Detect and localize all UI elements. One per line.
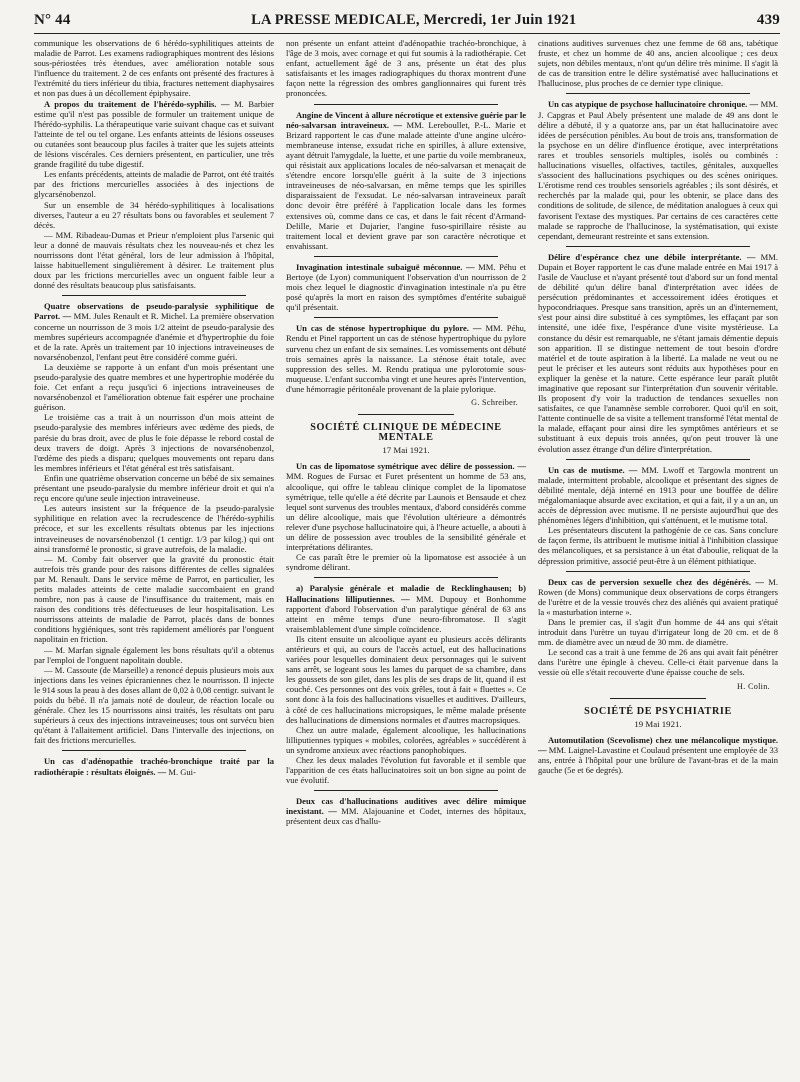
paragraph <box>286 725 526 755</box>
article-heading: Quatre observations de pseudo-paralysie syphilitique de Parrot. — <box>34 301 274 322</box>
paragraph-text: — MM. Ribadeau-Dumas et Prieur n'emploient plus l'arsenic qui leur a donné de mauvais résultats chez les nouveau-nés et chez les nourrissons dont l'état général, lors de leur admission à l'hôpital, laisse habituellement singulièrement à désirer. Le traitement plus doux par les frictions mercurielles avec un onguent faible leur a donné des résultats beaucoup plus satisfaisants. <box>34 229 274 291</box>
paragraph <box>34 665 274 746</box>
paragraph <box>34 169 274 199</box>
column-3 <box>538 38 778 827</box>
issue-number: N° 44 <box>34 12 71 28</box>
newspaper-page <box>34 12 780 827</box>
paragraph-text: Le second cas a trait à une femme de 26 ans qui avait fait pénétrer dans l'urètre une épingle à cheveu. Celle-ci était parvenue dans la vessie où elle s'était recouverte d'une épaisse couche de sels. <box>538 647 778 678</box>
paragraph <box>286 755 526 785</box>
paragraph-text: MM. Péhu et Bertoye (de Lyon) communiquent l'observation d'un nourrisson de 2 mois chez lequel le diagnostic d'invagination intestinale n'a pu être posé qu'après la mort en raison des symptômes d'entérite subaiguë qu'il présentait. <box>286 261 527 313</box>
section-divider <box>314 317 498 318</box>
paragraph <box>34 38 274 99</box>
paragraph <box>286 583 526 633</box>
paragraph-text: MM. Rogues de Fursac et Furet présentent un homme de 53 ans, alcoolique, qui offre le tableau clinique complet de la lipomatose symétrique, telle qu'elle a été décrite par Launois et Bensaude et chez lequel sont survenus des troubles mentaux, d'abord considérés comme un délire alcoolique, mais que l'évolution ultérieure a démontrés relever d'une psychose hallucinatoire qui, à l'heure actuelle, a abouti à un délire de possession avec troubles de la sensibilité générale et interprétations délirantes. <box>286 471 526 553</box>
paragraph <box>34 645 274 665</box>
column-2 <box>286 38 526 827</box>
paragraph-text: MM. Dupain et Boyer rapportent le cas d'une malade entrée en Mai 1917 à l'asile de Vaucluse et n'ayant présenté tout d'abord sur un fond mental de débilité qu'un délire banal d'interprétation avec idées de persécution prédominantes et accessoirement idées érotiques et hypocondriaques. Presque sans transition, après un an d'internement, s'est pour ainsi dire substitué à ces symptômes, les effaçant par son intensité, une idée fixe, l'espérance d'une visite mystérieuse. La constance du désir est remarquable, ne s'étant jamais démentie depuis son apparition. Il se distingue nettement de tout besoin d'ordre matériel et de toute aspiration à la liberté. La malade ne veut ou ne peut le préciser et les auteurs sont réduits aux hypothèses pour en expliquer la genèse et la nature. Cette espérance leur paraît plutôt imaginative que reposant sur l'interprétation d'un souvenir véritable. Ils proposent d'y voir la traduction de tendances sexuelles non satisfaites, ce que l'anamnèse semble corroborer. Quoi qu'il en soit, l'attente continuelle de sa visite a tellement transformé l'état mental de la malade, effaçant pour ainsi dire les symptômes antérieurs et se substituant à eux depuis trois années, qu'on peut trouver là une évolution assez étrange d'un délire d'interprétation. <box>538 251 778 454</box>
article-heading: Invagination intestinale subaiguë méconnue. — <box>296 261 479 272</box>
article-heading: Un cas de mutisme. — <box>548 464 642 475</box>
article-heading: Un cas de lipomatose symétrique avec délire de possession. — <box>296 461 526 472</box>
paragraph <box>538 99 778 240</box>
paragraph-text: Enfin une quatrième observation concerne un bébé de six semaines présentant une pseudo-paralysie du membre inférieur droit et qui n'a reçu encore qu'une seule injection intraveineuse. <box>34 472 274 504</box>
article-heading: Délire d'espérance chez une débile interprétante. — <box>548 251 761 262</box>
paragraph <box>538 617 778 647</box>
paragraph <box>34 756 274 776</box>
paragraph <box>538 577 778 617</box>
society-date: 17 Mai 1921. <box>382 445 430 456</box>
paragraph-text: Chez un autre malade, également alcoolique, les hallucinations lilliputiennes typiques « mobiles, colorées, agréables » succédèrent à un syndrome anxieux avec réactions panophobiques. <box>286 724 526 755</box>
page-number: 439 <box>756 12 780 28</box>
article-heading: Deux cas d'hallucinations auditives avec délire mimique inexistant. — <box>286 796 526 817</box>
section-divider <box>314 577 498 578</box>
paragraph-text: Les auteurs insistent sur la fréquence de la pseudo-paralysie syphilitique en relation avec la recrudescence de l'hérédo-syphilis précoce, et sur les excellents résultats obtenus par les injections intraveineuses de novarsénobenzol (1 centigr. 1/3 par kilog.) qui ont ainsi transformé le pronostic, si grave autrefois, de la maladie. <box>34 503 274 554</box>
paragraph-text: communique les observations de 6 hérédo-syphilitiques atteints de maladie de Parrot. Les examens radiographiques montrent des lésions sous-périostées très étendues, avec amélioration notable sous l'influence du traitement. 2 de ces enfants ont présenté des fractures à l'extrémité du tiers inférieur du tibia, fractures nettement diaphysaires et non pas dues à un décollement épiphysaire. <box>34 38 274 99</box>
paragraph-text: MM. Lwoff et Targowla montrent un malade, intermittent probable, alcoolique et présentant des signes de débilité mentale, déjà interné en 1913 pour une bouffée de délire mégalomaniaque absurde avec excitation, et qui a fait, il y a un an, un accès de dépression avec mutisme. Il ne persiste aujourd'hui que des phénomènes légers d'inhibition, qui s'atténuent, et le mutisme total. <box>538 464 778 526</box>
paragraph <box>34 230 274 291</box>
paragraph-text: Les enfants précédents, atteints de maladie de Parrot, ont été traités par des frictions mercurielles associées à des injections de glycarsénobenzol. <box>34 169 274 200</box>
paragraph <box>286 796 526 826</box>
paragraph-text: cinations auditives survenues chez une femme de 68 ans, tabétique fruste, et chez un homme de 40 ans, ancien alcoolique ; ces deux sujets, non débiles mentaux, n'ont qu'un délire très minime. Il s'agit là de cas de transition entre le délire systématisé avec hallucinations et l'hallucinose, plus proches de ce dernier type clinique. <box>538 38 778 89</box>
article-heading: Un cas atypique de psychose hallucinatoire chronique. — <box>548 99 761 110</box>
section-divider <box>566 246 750 247</box>
paragraph <box>538 38 778 88</box>
section-divider <box>314 790 498 791</box>
article-heading: Un cas de sténose hypertrophique du pylore. — <box>296 323 486 334</box>
paragraph <box>34 473 274 503</box>
column-1 <box>34 38 274 827</box>
paragraph <box>538 525 778 565</box>
article-heading: Un cas d'adénopathie trachéo-bronchique traité par la radiothérapie : résultats éloignés. — <box>34 756 274 777</box>
paragraph-text: M. Gui- <box>168 766 196 777</box>
paragraph-text: MM. Alajouanine et Codet, internes des hôpitaux, présentent deux cas d'hallu- <box>286 806 526 827</box>
paragraph-text: Dans le premier cas, il s'agit d'un homme de 44 ans qui s'était introduit dans l'urètre un tuyau d'irrigateur long de 20 cm. et de 8 mm. de diamètre avec un nœud de 30 mm. de diamètre. <box>538 616 778 648</box>
section-divider <box>62 295 246 296</box>
section-divider <box>62 750 246 751</box>
paragraph-text: M. Barbier estime qu'il n'est pas possible de formuler un traitement unique de l'hérédo-syphilis. La thérapeutique varie suivant chaque cas et suivant l'atteinte de tel ou tel organe. Les enfants atteints de lésions osseuses ou cutanées sont beaucoup plus faciles à traiter que les sujets atteints de lésions viscérales. Ces derniers présentent, en particulier, une très grande fragilité du tube digestif. <box>34 98 274 170</box>
society-title: SOCIÉTÉ DE PSYCHIATRIE <box>584 705 732 717</box>
paragraph <box>34 99 274 170</box>
paragraph <box>34 200 274 230</box>
article-heading: A propos du traitement de l'hérédo-syphilis. — <box>44 98 235 109</box>
paragraph <box>34 503 274 553</box>
paragraph-text: Ce cas paraît être le premier où la lipomatose est associée à un syndrome délirant. <box>286 552 526 573</box>
section-divider <box>610 698 706 699</box>
paragraph <box>286 552 526 572</box>
section-divider <box>314 256 498 257</box>
page-header <box>34 12 780 34</box>
paragraph <box>34 412 274 473</box>
paragraph-text: — M. Marfan signale également les bons résultats qu'il a obtenus par l'emploi de l'onguent napolitain double. <box>34 644 274 665</box>
paragraph <box>538 735 778 775</box>
paragraph-text: Ils citent ensuite un alcoolique ayant eu plusieurs accès délirants antérieurs et qui, au cours de l'accès actuel, eut des hallucinations variées pour lesquelles dominaient deux personnages qui le suivent sans arrêt, se logeant sous les lames du parquet de sa chambre, dans les goussets de son gilet, dans les plis de ses draps de lit, quand il est couché. Ces personnes ont des voix grêles, tout à fait « fluettes ». Ce sont donc à la fois des hallucinations visuelles et auditives. D'ailleurs, à côté de ces hallucinations micropsiques, le même malade présente des hallucinations de dimensions normales et d'autres macropsiques. <box>286 633 526 725</box>
paragraph <box>538 465 778 526</box>
issue-date: Mercredi, 1er Juin 1921 <box>423 12 577 28</box>
paragraph-text: MM. Dupouy et Bonhomme rapportent d'abord l'observation d'un paralytique général de 63 ans atteint en même temps d'une neuro-fibromatose. Il s'agit vraisemblablement d'une simple coïncidence. <box>286 593 526 634</box>
section-divider <box>566 459 750 460</box>
paragraph-text: MM. Laignel-Lavastine et Coulaud présentent une employée de 33 ans, entrée à l'hôpital pour une brûlure de l'avant-bras et de la main gauche (5e et 6e degrés). <box>538 744 778 776</box>
paragraph-text: — M. Cassoute (de Marseille) a renoncé depuis plusieurs mois aux injections dans les veines épicraniennes chez le nourrisson. Il injecte le 914 sous la peau à des doses allant de 0,02 à 0,08 centigr. suivant le poids du bébé. Il n'a jamais noté de douleur, de réaction locale ou générale. Chez les 15 nourrissons ainsi traités, les résultats ont paru supérieurs à ceux des injections intraveineuses; tous ont survécu bien qu'étant à l'allaitement artificiel. Dans l'intervalle des injections, on fait des frictions mercurielles. <box>34 664 274 746</box>
society-date: 19 Mai 1921. <box>634 718 682 729</box>
section-divider <box>566 571 750 572</box>
paragraph-text: Les présentateurs discutent la pathogénie de ce cas. Sans conclure de façon ferme, ils attribuent le mutisme initial à l'inhibition classique des mélancoliques, et sa persistance à un état d'aboulie, reliquat de la dépression primitive, associé peut-être à un élément pithiatique. <box>538 525 778 566</box>
paragraph-text: MM. Jules Renault et R. Michel. La première observation concerne un nourrisson de 3 mois 1/2 atteint de pseudo-paralysie des membres supérieurs accompagnée d'anémie et d'hypertrophie du foie et de la rate. Après un traitement par 10 injections intraveineuses de novarsénobenzol, l'enfant peut être considéré comme guéri. <box>34 311 275 362</box>
paragraph <box>34 301 274 362</box>
author-signature: G. Schreiber. <box>471 398 518 407</box>
paragraph-text: — M. Comby fait observer que la gravité du pronostic était autrefois très grande pour des raisons différentes de celles signalées par M. Renault. Dans le service même de Parrot, en particulier, les petits malades atteints de cette maladie succombaient en grand nombre, non pas à cause de l'insuffisance du traitement, mais en raison des conditions très défectueuses de leur hospitalisation. Les nourrissons atteints de maladie de Parrot, placés dans de bonnes conditions hygiéniques, sont très rapidement améliorés par l'onguent napolitain en friction. <box>34 553 274 645</box>
paragraph-text: La deuxième se rapporte à un enfant d'un mois présentant une pseudo-paralysie des quatre membres et une hypertrophie modérée du foie. Cet enfant a reçu jusqu'ici 6 injections intraveineuses de novarsénobenzol et l'amélioration obtenue fait espérer une prochaine guérison. <box>34 361 274 413</box>
paragraph-text: MM. Lereboullet, P.-L. Marie et Brizard rapportent le cas d'une malade atteinte d'une angine ulcéro-membraneuse intense, exsudat riche en spirilles, à allure extensive, ayant détruit l'amygdale, la luette, et une partie du voile membraneux, qui résistait aux applications locales de néo-salvarsan et menaçait de s'étendre encore lorsqu'elle guérit à la suite de 3 injections intraveineuses de néo-salvarsan, en même temps que les spirilles disparaissaient de l'exsudat. Le néo-salvarsan intraveineux paraît donc devoir être préféré à l'application locale dans les formes extensives où, comme dans ce cas, et dans le fait récent d'Armand-Delille, Marie et Dujarier, l'angine fuso-spirillaire résiste au traitement local et devient grave par son caractère nécrotique et envahissant. <box>286 119 527 251</box>
paragraph <box>34 362 274 412</box>
paragraph <box>286 110 526 251</box>
paragraph-text: non présente un enfant atteint d'adénopathie trachéo-bronchique, à l'âge de 3 mois, avec cornage et qui fut soumis à la radiothérapie. Cet enfant, actuellement âgé de 3 ans, présente un état des plus satisfaisants et les images radiographiques du thorax montrent d'une façon nette la régression des ombres ganglionnaires qui furent très prononcées. <box>286 38 526 99</box>
section-divider <box>358 414 454 415</box>
journal-name: LA PRESSE MEDICALE, <box>251 12 420 28</box>
section-divider <box>314 104 498 105</box>
article-heading: Automutilation (Scevolisme) chez une mélancolique mystique. — <box>538 734 778 755</box>
paragraph <box>286 262 526 312</box>
society-title: SOCIÉTÉ CLINIQUE DE MÉDECINE MENTALE <box>310 422 502 444</box>
paragraph-text: Sur un ensemble de 34 hérédo-syphilitiques à localisations diverses, l'auteur a eu 27 résultats bons ou favorables et seulement 7 décès. <box>34 199 274 230</box>
paragraph <box>538 647 778 677</box>
paragraph <box>286 38 526 99</box>
paragraph <box>286 634 526 725</box>
paragraph-text: Le troisième cas a trait à un nourrisson d'un mois atteint de pseudo-paralysie des membres inférieurs avec œdème des pieds, de parésie du bras droit, avec de plus le foie dépasse le rebord costal de deux travers de doigt. Après 3 injections de novarsénobenzol, l'œdème des pieds a disparu; quelques mouvements ont reparu dans les membres inférieurs et l'état général est très satisfaisant. <box>34 412 274 473</box>
paragraph <box>286 461 526 552</box>
paragraph <box>34 554 274 645</box>
columns <box>34 38 780 827</box>
author-signature: H. Colin. <box>737 681 770 691</box>
article-heading: a) Paralysie générale et maladie de Recklinghausen; b) Hallucinations lilliputiennes. — <box>286 583 526 604</box>
paragraph-text: MM. Péhu, Rendu et Pinel rapportent un cas de sténose hypertrophique du pylore survenu chez un enfant de six semaines. Les vomissements ont débuté trois semaines après la naissance. La sténose était totale, avec suppression des selles. M. Rendu pratiqua une pylorotomie sous-muqueuse. L'enfant succomba vingt et une heures après l'intervention, d'une hémorragie péritonéale provenant de la plaie pylorique. <box>286 323 527 394</box>
article-heading: Angine de Vincent à allure nécrotique et extensive guérie par le néo-salvarsan intraveineux. — <box>286 109 526 130</box>
article-heading: Deux cas de perversion sexuelle chez des dégénérés. — <box>548 576 769 587</box>
paragraph <box>286 323 526 394</box>
paragraph <box>538 252 778 454</box>
section-divider <box>566 93 750 94</box>
paragraph-text: MM. J. Capgras et Paul Abely présentent une malade de 49 ans dont le délire a débuté, il y a quatorze ans, par un état hallucinatoire avec idées de persécution pénibles. Au bout de trois ans, transformation de la psychose en un délire d'influence érotique, avec interprétations rares et troubles sensoriels multiples, isolés ou combinés : hallucinations visuelles, olfactives, tactiles, génitales, auxquelles s'associent des hallucinations psychiques ou des scènes oniriques. L'érotisme rend ces troubles sensoriels agréables ; ils sont désirés, et recherchés par la malade qui, pour les obtenir, se place dans des conditions de solitude, de silence, de méditation analogues à ceux qui favorisent l'extase des mystiques. Par certains de ces caractères cette malade se rapproche de l'hallucinose, la systématisation, qui existe cependant, demeurant restreinte et sans extension. <box>538 99 778 241</box>
paragraph-text: Chez les deux malades l'évolution fut favorable et il semble que l'apparition de ces états hallucinatoires soit un bon signe au point de vue évolutif. <box>286 755 526 786</box>
paragraph-text: M. Rowen (de Mons) communique deux observations de corps étrangers de l'urètre et de la vessie trouvés chez des aliénés qui avaient pratiqué la « masturbation interne ». <box>538 576 778 617</box>
journal-title <box>251 12 576 29</box>
